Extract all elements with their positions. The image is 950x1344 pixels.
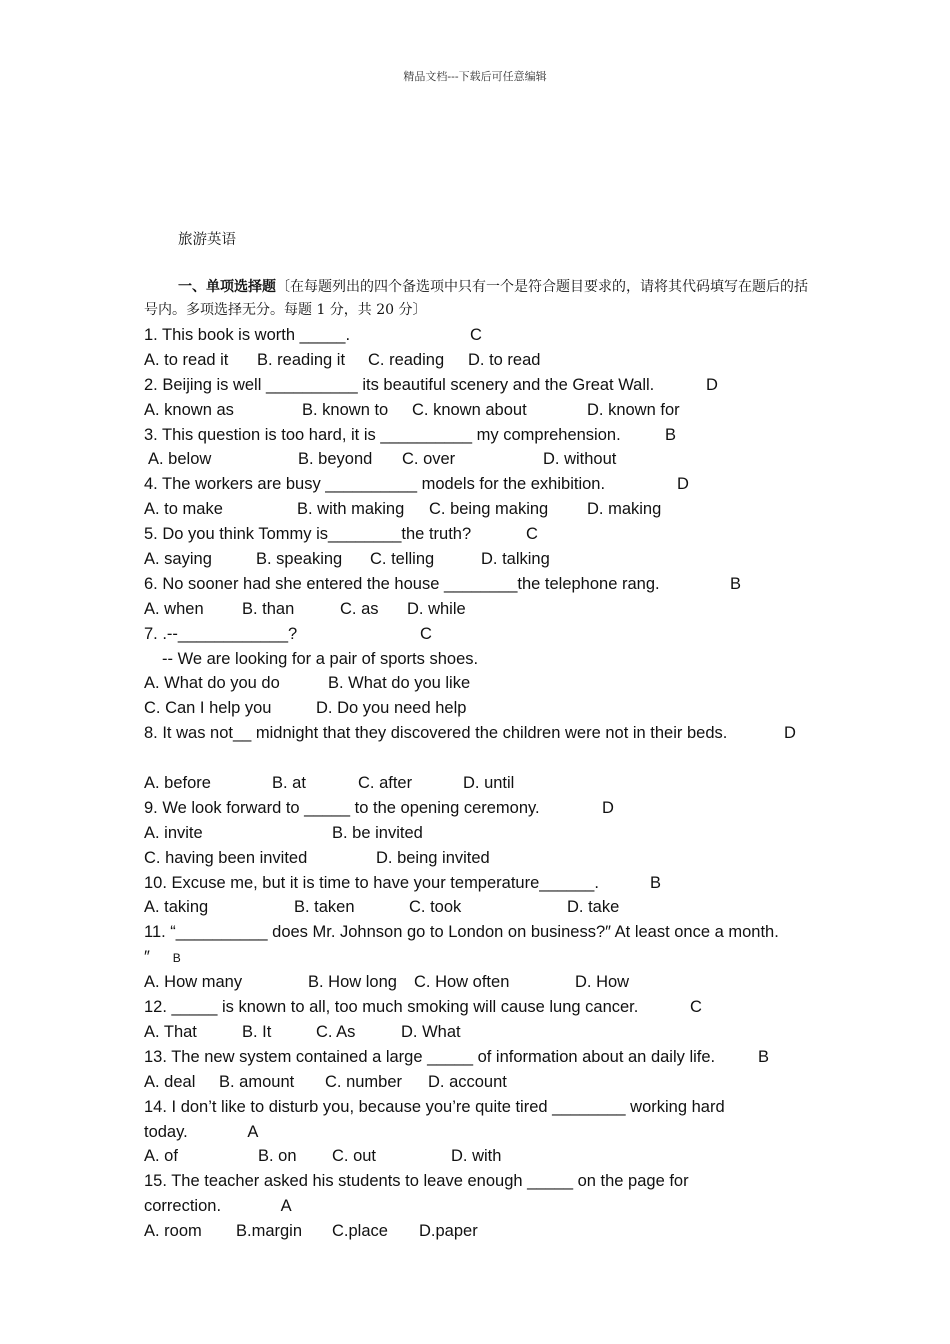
blank-line <box>144 746 814 771</box>
option-d: D. without <box>543 450 617 469</box>
option-b: B. How long <box>308 973 397 992</box>
options-1 <box>144 348 814 373</box>
option-b: B. What do you like <box>328 674 471 693</box>
question-11 <box>144 920 814 970</box>
question-stem: 5. Do you think Tommy is________the truth? <box>144 525 472 544</box>
answer-key: D <box>677 475 689 494</box>
options-5 <box>144 547 814 572</box>
option-a: A. invite <box>144 823 203 842</box>
options-4 <box>144 497 814 522</box>
options-9-cd <box>144 846 814 871</box>
option-a: A. to make <box>144 500 223 519</box>
option-b: B. It <box>242 1022 272 1041</box>
question-stem: 14. I don’t like to disturb you, because you’re quite tired ________ working hard today. <box>144 1097 725 1141</box>
question-9 <box>144 796 814 821</box>
question-stem: 4. The workers are busy __________ models for the exhibition. <box>144 475 606 494</box>
option-a: A. before <box>144 774 211 793</box>
answer-key: D <box>784 724 796 743</box>
question-2 <box>144 373 814 398</box>
option-d: D. to read <box>468 350 541 369</box>
option-d: D. with <box>451 1147 502 1166</box>
options-2 <box>144 398 814 423</box>
option-a: A. That <box>144 1022 197 1041</box>
option-d: D.paper <box>419 1222 478 1241</box>
answer-key: B <box>730 574 742 593</box>
option-b: B. beyond <box>298 450 373 469</box>
options-10 <box>144 895 814 920</box>
question-14 <box>144 1095 814 1145</box>
option-c: C. How often <box>414 973 510 992</box>
option-b: B. with making <box>297 500 405 519</box>
option-c: C. telling <box>370 550 435 569</box>
option-d: D. making <box>587 500 662 519</box>
option-d: D. until <box>463 774 515 793</box>
option-c: C.place <box>332 1222 388 1241</box>
option-d: D. account <box>428 1072 507 1091</box>
option-c: C. having been invited <box>144 848 308 867</box>
option-a: A. of <box>144 1147 178 1166</box>
question-list <box>144 323 814 1244</box>
option-c: C. over <box>402 450 456 469</box>
option-a: A. known as <box>144 400 234 419</box>
option-b: B. known to <box>302 400 389 419</box>
question-12 <box>144 995 814 1020</box>
option-d: D. being invited <box>376 848 490 867</box>
option-b: B.margin <box>236 1222 303 1241</box>
option-b: B. reading it <box>257 350 346 369</box>
option-d: D. known for <box>587 400 680 419</box>
question-stem: 15. The teacher asked his students to leave enough _____ on the page for correction. <box>144 1172 689 1216</box>
option-a: A. to read it <box>144 350 229 369</box>
options-7-ab <box>144 671 814 696</box>
answer-key: C <box>526 525 538 544</box>
answer-key: C <box>420 624 432 643</box>
option-b: B. speaking <box>256 550 343 569</box>
document-title: 旅游英语 <box>178 232 236 248</box>
answer-key: D <box>706 375 718 394</box>
question-10 <box>144 871 814 896</box>
answer-key: B <box>665 425 677 444</box>
option-a: A. deal <box>144 1072 196 1091</box>
options-8 <box>144 771 814 796</box>
options-14 <box>144 1144 814 1169</box>
option-b: B. on <box>258 1147 297 1166</box>
question-stem: 2. Beijing is well __________ its beautiful scenery and the Great Wall. <box>144 375 655 394</box>
answer-key: A <box>280 1197 292 1216</box>
option-b: B. at <box>272 774 306 793</box>
question-stem: 3. This question is too hard, it is __________ my comprehension. <box>144 425 621 444</box>
option-b: B. be invited <box>332 823 423 842</box>
option-d: D. take <box>567 898 620 917</box>
option-a: A. What do you do <box>144 674 280 693</box>
section-instruction <box>144 276 814 322</box>
options-6 <box>144 597 814 622</box>
question-stem: 1. This book is worth _____. <box>144 326 351 344</box>
option-b: B. taken <box>294 898 355 917</box>
answer-key: B <box>172 951 181 966</box>
question-stem: 13. The new system contained a large _____ of information about an daily life. <box>144 1047 716 1066</box>
option-c: C. Can I help you <box>144 699 272 718</box>
answer-key: A <box>247 1122 259 1141</box>
option-a: A. How many <box>144 973 243 992</box>
option-c: C. out <box>332 1147 377 1166</box>
option-d: D. How <box>575 973 630 992</box>
options-7-cd <box>144 696 814 721</box>
option-a: A. saying <box>144 550 212 569</box>
question-stem: 6. No sooner had she entered the house ________the telephone rang. <box>144 574 660 593</box>
answer-key: C <box>690 998 702 1017</box>
question-stem: 12. _____ is known to all, too much smoking will cause lung cancer. <box>144 998 639 1017</box>
options-3 <box>144 447 814 472</box>
question-13 <box>144 1045 814 1070</box>
option-d: D. Do you need help <box>316 699 467 718</box>
options-13 <box>144 1070 814 1095</box>
option-a: A. below <box>148 450 212 469</box>
options-9-ab <box>144 821 814 846</box>
dialogue-reply <box>144 647 814 672</box>
options-15 <box>144 1219 814 1244</box>
page-header: 精品文档---下载后可任意编辑 <box>403 70 547 83</box>
option-d: D. while <box>407 599 466 618</box>
instruction-text: 〔在每题列出的四个备选项中只有一个是符合题目要求的，请将其代码填写在题后的括号内。多项选择无分。每题 1 分，共 20 分〕 <box>144 279 808 318</box>
options-11 <box>144 970 814 995</box>
question-stem: 7. .--____________? <box>144 624 298 643</box>
options-12 <box>144 1020 814 1045</box>
option-c: C. after <box>358 774 413 793</box>
question-4 <box>144 472 814 497</box>
option-d: D. What <box>401 1022 461 1041</box>
question-8 <box>144 721 814 746</box>
option-c: C. as <box>340 599 379 618</box>
option-a: A. when <box>144 599 204 618</box>
option-a: A. room <box>144 1222 202 1241</box>
question-7 <box>144 622 814 647</box>
answer-key: B <box>758 1047 770 1066</box>
option-a: A. taking <box>144 898 209 917</box>
question-1 <box>144 323 814 348</box>
question-stem: 9. We look forward to _____ to the opening ceremony. <box>144 798 540 817</box>
question-6 <box>144 572 814 597</box>
question-stem: 10. Excuse me, but it is time to have your temperature______. <box>144 873 599 892</box>
answer-key: C <box>470 326 482 344</box>
option-c: C. known about <box>412 400 527 419</box>
option-b: B. than <box>242 599 295 618</box>
question-5 <box>144 522 814 547</box>
question-3 <box>144 423 814 448</box>
option-c: C. took <box>409 898 462 917</box>
question-stem: 11. “__________ does Mr. Johnson go to London on business?″ At least once a month.″ <box>144 923 779 967</box>
option-c: C. reading <box>368 350 445 369</box>
option-d: D. talking <box>481 550 550 569</box>
answer-key: D <box>602 798 614 817</box>
section-heading: 一、单项选择题 <box>178 279 276 295</box>
question-15 <box>144 1169 814 1219</box>
option-c: C. number <box>325 1072 403 1091</box>
option-b: B. amount <box>219 1072 295 1091</box>
option-c: C. As <box>316 1022 356 1041</box>
reply-text: -- We are looking for a pair of sports shoes. <box>162 649 479 668</box>
answer-key: B <box>650 873 662 892</box>
option-c: C. being making <box>429 500 549 519</box>
question-stem: 8. It was not__ midnight that they discovered the children were not in their beds. <box>144 724 728 743</box>
